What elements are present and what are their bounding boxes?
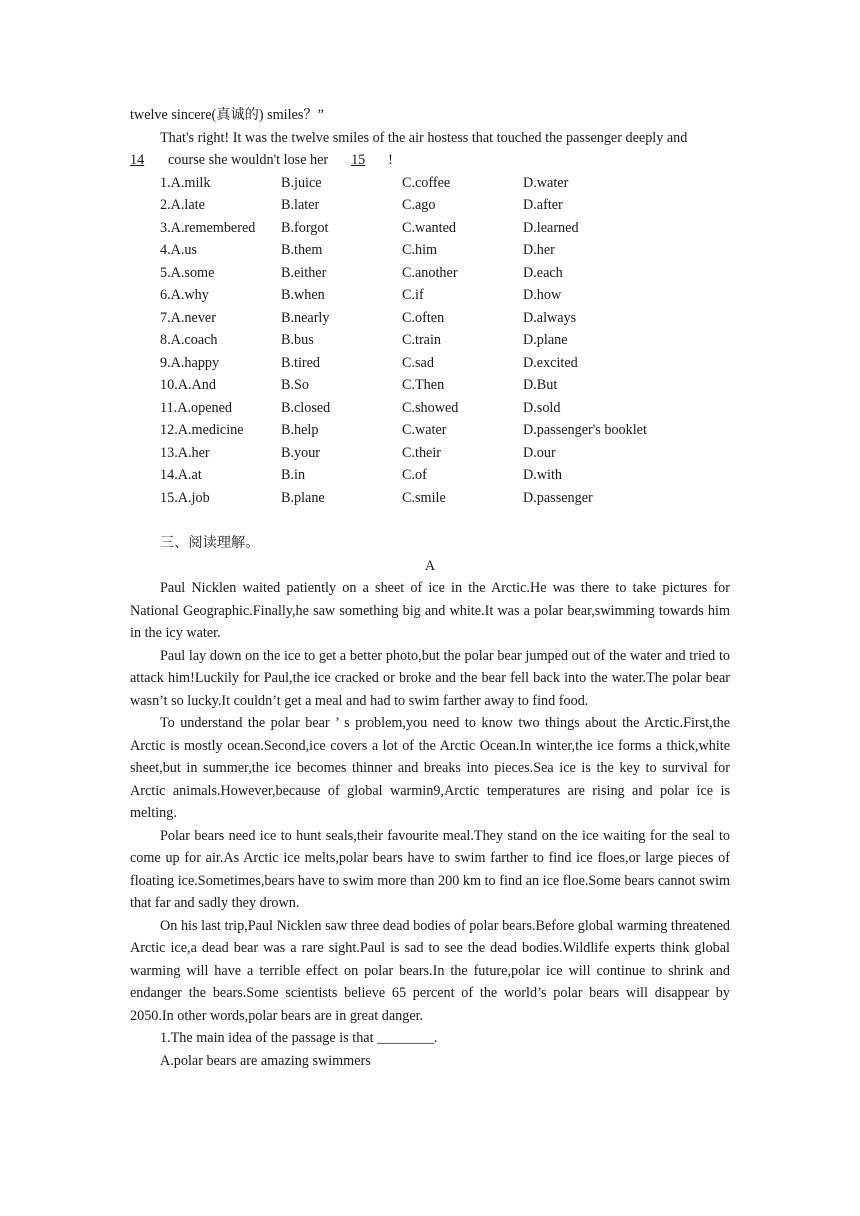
blank-14: 14	[130, 152, 145, 168]
option-choice: B.your	[281, 444, 321, 461]
intro-line-2: That's right! It was the twelve smiles of the air hostess that touched the passenger deeply and	[160, 129, 688, 146]
option-row	[130, 419, 730, 442]
option-choice: 13.A.her	[160, 444, 210, 461]
option-row	[130, 487, 730, 510]
intro-line-3	[130, 149, 730, 172]
option-row	[130, 464, 730, 487]
option-choice: 9.A.happy	[160, 354, 220, 371]
option-choice: B.later	[281, 197, 320, 213]
option-choice: D.always	[523, 309, 577, 326]
blank-15: 15	[351, 152, 366, 168]
option-choice: B.when	[281, 287, 325, 303]
option-choice: 14.A.at	[160, 467, 202, 483]
option-row	[130, 352, 730, 375]
passage-paragraph: Polar bears need ice to hunt seals,their favourite meal.They stand on the ice waiting for the seal to come up for air.As Arctic ice melts,polar bears have to swim farther to find ice floes,or large pieces of floating ice.Sometimes,bears have to swim more than 200 km to find an ice floe.Some bears cannot swim that far and sadly they drown.	[130, 827, 730, 911]
intro-line-3-middle: course she wouldn't lose her	[168, 152, 329, 168]
option-choice: B.forgot	[281, 219, 329, 236]
option-row	[130, 284, 730, 307]
option-choice: D.sold	[523, 399, 561, 416]
option-choice: B.juice	[281, 174, 322, 191]
question-1-option-a: A.polar bears are amazing swimmers	[160, 1052, 371, 1069]
passage-label: A	[424, 557, 436, 574]
option-choice: B.tired	[281, 354, 321, 371]
passage-paragraph: Paul Nicklen waited patiently on a sheet of ice in the Arctic.He was there to take pictures for National Geographic.Finally,he saw something big and white.It was a polar bear,swimming towards him in the icy water.	[130, 580, 730, 641]
option-choice: C.smile	[402, 489, 446, 506]
option-row	[130, 329, 730, 352]
option-choice: 4.A.us	[160, 242, 198, 258]
passage-paragraph: Paul lay down on the ice to get a better photo,but the polar bear jumped out of the water and tried to attack him!Luckily for Paul,the ice cracked or broke and the bear fell back into the water.The polar bear wasn’t so lucky.It couldn’t get a meal and had to swim farther away to find food.	[130, 647, 730, 709]
option-choice: D.our	[523, 444, 556, 461]
option-row	[130, 217, 730, 240]
option-choice: B.bus	[281, 332, 314, 348]
option-choice: C.of	[402, 467, 427, 483]
option-row	[130, 262, 730, 285]
option-choice: C.Then	[402, 377, 445, 393]
option-choice: D.with	[523, 467, 563, 483]
option-row	[130, 239, 730, 262]
option-choice: D.her	[523, 242, 555, 258]
passage-paragraph: To understand the polar bear ’ s problem,you need to know two things about the Arctic.First,the Arctic is mostly ocean.Second,ice covers a lot of the Arctic Ocean.In winter,the ice forms a thick,white sheet,but in summer,the ice becomes thinner and breaks into pieces.Sea ice is the key to survival for Arctic animals.However,because of global warmin9,Arctic temperatures are rising and polar ice is melting.	[130, 715, 730, 821]
option-choice: 5.A.some	[160, 264, 215, 281]
option-choice: 10.A.And	[160, 377, 216, 393]
option-row	[130, 172, 730, 195]
option-choice: C.often	[402, 309, 445, 326]
option-choice: 6.A.why	[160, 287, 209, 303]
option-choice: B.closed	[281, 399, 331, 416]
document-content	[130, 104, 730, 1072]
option-choice: B.help	[281, 422, 319, 438]
option-choice: 12.A.medicine	[160, 422, 244, 438]
option-choice: B.in	[281, 467, 306, 483]
option-choice: 11.A.opened	[160, 399, 232, 416]
option-row	[130, 397, 730, 420]
option-choice: C.water	[402, 422, 447, 438]
option-choice: C.coffee	[402, 174, 451, 191]
section-heading: 三、阅读理解。	[160, 535, 260, 551]
cloze-options-list	[130, 172, 730, 510]
option-choice: C.another	[402, 264, 458, 281]
option-row	[130, 374, 730, 397]
option-choice: D.But	[523, 377, 558, 393]
question-1: 1.The main idea of the passage is that ________.	[160, 1030, 438, 1046]
option-choice: D.excited	[523, 354, 578, 371]
option-choice: B.them	[281, 242, 323, 258]
option-choice: C.him	[402, 242, 438, 258]
option-choice: D.passenger	[523, 489, 593, 506]
option-choice: D.each	[523, 264, 563, 281]
intro-line-3-end: !	[388, 152, 393, 168]
option-row	[130, 194, 730, 217]
option-choice: D.passenger's booklet	[523, 422, 647, 438]
option-choice: B.So	[281, 377, 309, 393]
option-row	[130, 307, 730, 330]
option-choice: B.nearly	[281, 309, 330, 326]
option-choice: 8.A.coach	[160, 332, 218, 348]
option-choice: C.wanted	[402, 219, 456, 236]
option-choice: D.how	[523, 287, 562, 303]
option-row	[130, 442, 730, 465]
intro-line-1: twelve sincere(真诚的) smiles？”	[130, 107, 324, 123]
option-choice: D.learned	[523, 219, 579, 236]
option-choice: B.either	[281, 264, 327, 281]
option-choice: B.plane	[281, 489, 325, 506]
option-choice: 1.A.milk	[160, 174, 211, 191]
option-choice: C.their	[402, 444, 442, 461]
option-choice: D.after	[523, 197, 563, 213]
option-choice: C.ago	[402, 197, 436, 213]
option-choice: C.if	[402, 287, 424, 303]
option-choice: D.water	[523, 174, 569, 191]
passage-paragraph: On his last trip,Paul Nicklen saw three dead bodies of polar bears.Before global warming threatened Arctic ice,a dead bear was a rare sight.Paul is sad to see the dead bodies.Wildlife experts think global warming will have a terrible effect on polar bears.In the future,polar ice will continue to shrink and endanger the bears.Some scientists believe 65 percent of the world’s polar bears will disappear by 2050.In other words,polar bears are in great danger.	[130, 917, 730, 1024]
option-choice: D.plane	[523, 332, 568, 348]
option-choice: C.train	[402, 332, 442, 348]
option-choice: 2.A.late	[160, 197, 205, 213]
option-choice: 3.A.remembered	[160, 219, 256, 236]
reading-section	[130, 532, 730, 1072]
option-choice: C.showed	[402, 399, 459, 416]
option-choice: C.sad	[402, 354, 434, 371]
option-choice: 15.A.job	[160, 489, 210, 506]
option-choice: 7.A.never	[160, 309, 216, 326]
